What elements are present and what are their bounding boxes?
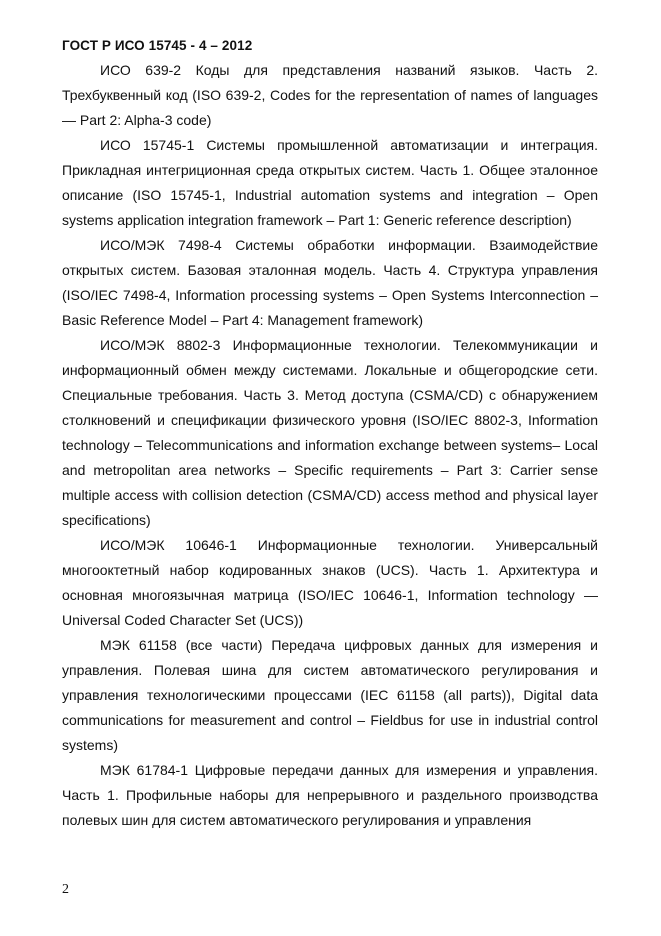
reference-paragraph: ИСО 15745-1 Системы промышленной автоматизации и интеграция. Прикладная интегриционная среда открытых систем. Часть 1. Общее эталонное описание (ISO 15745-1, Industrial automation systems and integration – Open systems application integration framework – Part 1: Generic reference description) (62, 137, 598, 228)
reference-paragraph: ИСО 639-2 Коды для представления названий языков. Часть 2. Трехбуквенный код (ISO 639-2, Codes for the representation of names of languages — Part 2: Alpha-3 code) (62, 62, 598, 128)
page-number: 2 (62, 882, 69, 897)
reference-paragraph: ИСО/МЭК 7498-4 Системы обработки информации. Взаимодействие открытых систем. Базовая эталонная модель. Часть 4. Структура управления (ISO/IEC 7498-4, Information processing systems – Open Systems Interconnection – Basic Reference Model – Part 4: Management framework) (62, 237, 598, 328)
reference-paragraph: МЭК 61784-1 Цифровые передачи данных для измерения и управления. Часть 1. Профильные наборы для непрерывного и раздельного производства полевых шин для систем автоматического регулирования и управления (62, 762, 598, 828)
document-body (62, 58, 598, 833)
reference-paragraph: ИСО/МЭК 8802-3 Информационные технологии. Телекоммуникации и информационный обмен между системами. Локальные и общегородские сети. Специальные требования. Часть 3. Метод доступа (CSMA/CD) с обнаружением столкновений и спецификации физического уровня (ISO/IEC 8802-3, Information technology – Telecommunications and information exchange between systems– Local and metropolitan area networks – Specific requirements – Part 3: Carrier sense multiple access with collision detection (CSMA/CD) access method and physical layer specifications) (62, 337, 598, 528)
reference-paragraph: МЭК 61158 (все части) Передача цифровых данных для измерения и управления. Полевая шина для систем автоматического регулирования и управления технологическими процессами (IEC 61158 (all parts)), Digital data communications for measurement and control – Fieldbus for use in industrial control systems) (62, 637, 598, 753)
document-header: ГОСТ Р ИСО 15745 - 4 – 2012 (62, 38, 253, 53)
reference-paragraph: ИСО/МЭК 10646-1 Информационные технологии. Универсальный многооктетный набор кодированных знаков (UCS). Часть 1. Архитектура и основная многоязычная матрица (ISO/IEC 10646-1, Information technology — Universal Coded Character Set (UCS)) (62, 537, 598, 628)
